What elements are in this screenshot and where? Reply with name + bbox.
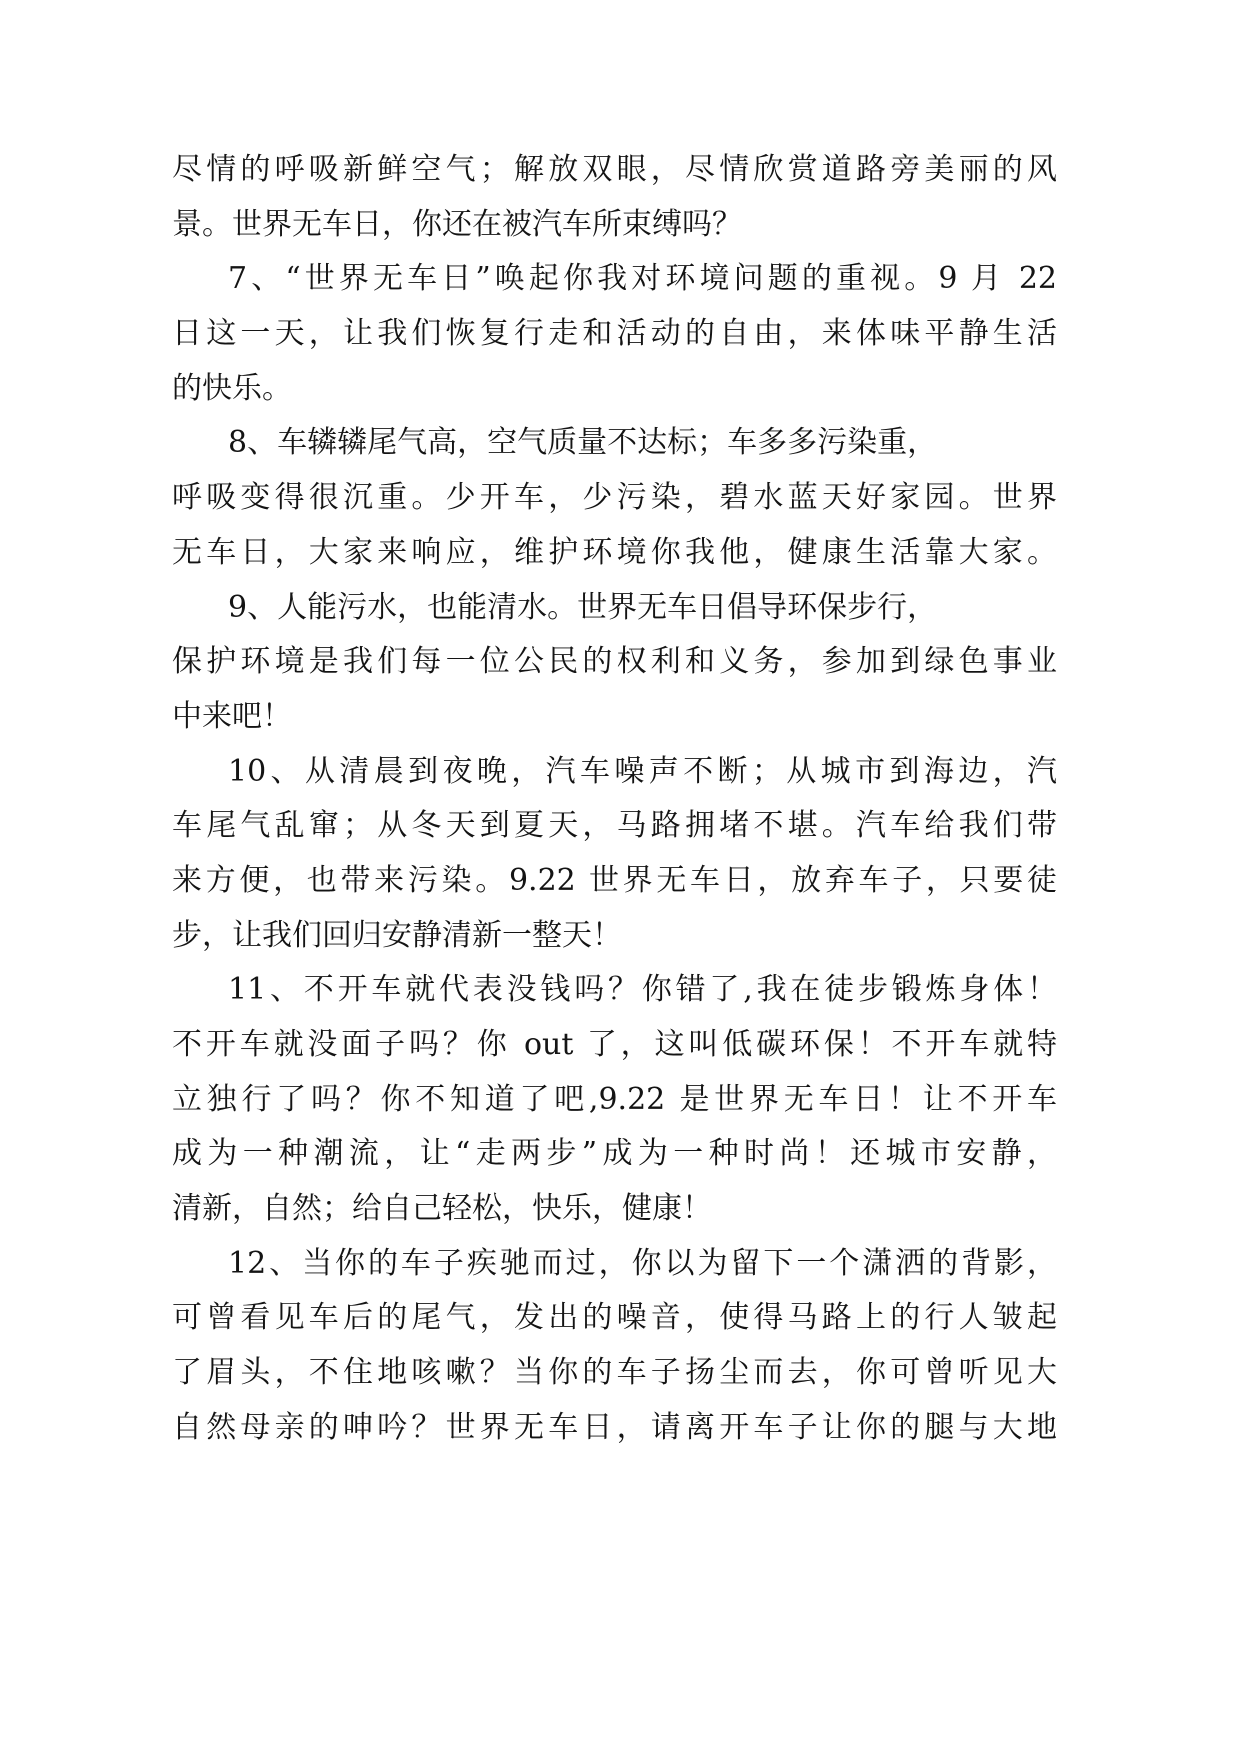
text-line: 呼吸变得很沉重。少开车，少污染，碧水蓝天好家园。世界	[172, 480, 1057, 516]
text-line: 日这一天，让我们恢复行走和活动的自由，来体味平静生活	[172, 316, 1057, 352]
text-line: 车尾气乱窜；从冬天到夏天，马路拥堵不堪。汽车给我们带	[172, 808, 1057, 844]
text-line: 不开车就没面子吗？你 out 了，这叫低碳环保！不开车就特	[172, 1027, 1057, 1062]
paragraph-item-10	[172, 745, 1057, 964]
text-line: 清新，自然；给自己轻松，快乐，健康！	[172, 1191, 712, 1227]
text-line: 步，让我们回归安静清新一整天！	[172, 917, 622, 953]
paragraph-item-7	[172, 252, 1057, 416]
text-line: 立独行了吗？你不知道了吧,9.22 是世界无车日！让不开车	[172, 1081, 1057, 1117]
text-line: 来方便，也带来污染。9.22 世界无车日，放弃车子，只要徒	[172, 862, 1057, 898]
text-line: 11、不开车就代表没钱吗？你错了,我在徒步锻炼身体！	[228, 972, 1057, 1008]
text-line: 无车日，大家来响应，维护环境你我他，健康生活靠大家。	[172, 534, 1057, 570]
text-line: 景。世界无车日，你还在被汽车所束缚吗？	[172, 206, 742, 242]
paragraph-item-8	[172, 416, 1057, 580]
text-line: 成为一种潮流，让“走两步”成为一种时尚！还城市安静，	[172, 1136, 1057, 1172]
text-line: 12、当你的车子疾驰而过，你以为留下一个潇洒的背影，	[228, 1245, 1057, 1281]
text-line: 可曾看见车后的尾气，发出的噪音，使得马路上的行人皱起	[172, 1300, 1057, 1336]
paragraph-item-11	[172, 963, 1057, 1236]
text-line: 7、“世界无车日”唤起你我对环境问题的重视。9 月 22	[228, 261, 1057, 297]
paragraph-continued	[172, 143, 1057, 252]
text-line: 自然母亲的呻吟？世界无车日，请离开车子让你的腿与大地	[172, 1409, 1057, 1445]
text-line: 中来吧！	[172, 698, 292, 734]
paragraph-item-9	[172, 581, 1057, 745]
paragraph-item-12	[172, 1237, 1057, 1456]
text-line: 8、车辚辚尾气高，空气质量不达标；车多多污染重，	[228, 425, 938, 461]
body-text	[172, 143, 1057, 1456]
text-line: 尽情的呼吸新鲜空气；解放双眼，尽情欣赏道路旁美丽的风	[172, 152, 1057, 187]
text-line: 的快乐。	[172, 370, 292, 406]
text-line: 了眉头，不住地咳嗽？当你的车子扬尘而去，你可曾听见大	[172, 1355, 1057, 1391]
text-line: 保护环境是我们每一位公民的权利和义务，参加到绿色事业	[172, 644, 1057, 680]
text-line: 9、人能污水，也能清水。世界无车日倡导环保步行，	[228, 589, 938, 625]
text-line: 10、从清晨到夜晚，汽车噪声不断；从城市到海边，汽	[228, 753, 1057, 789]
